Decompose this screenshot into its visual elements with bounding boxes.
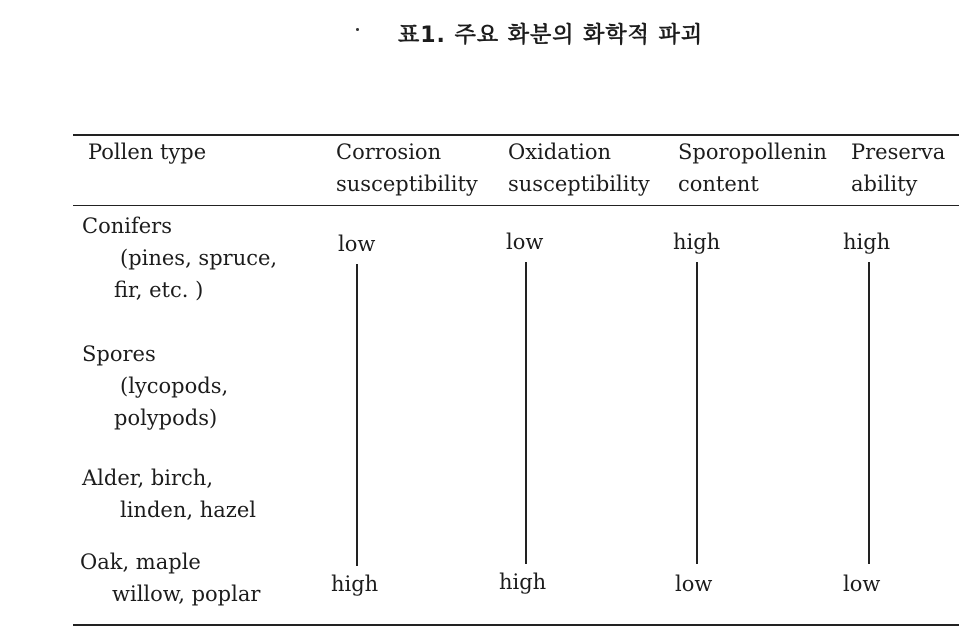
row-label-oak [80,546,260,610]
table-caption: 표1. 주요 화분의 화학적 파괴 [398,23,704,48]
header-corrosion-line2: susceptibility [336,172,478,196]
header-sporopollenin [678,136,827,200]
header-corrosion-line1: Corrosion [336,140,442,164]
header-sporopollenin-line2: content [678,172,759,196]
row-conifers-line3: fir, etc. ) [114,278,204,302]
sporopollenin-scale-line [696,262,698,564]
preservation-top-value: high [843,230,891,254]
sporopollenin-bottom-value: low [675,572,713,596]
row-label-spores [82,338,228,434]
header-corrosion [336,136,478,200]
table-bottom-rule [73,624,959,626]
row-label-alder [82,462,256,526]
row-conifers-line1: Conifers [82,214,172,238]
header-pollen-type-line1: Pollen type [88,140,207,164]
row-spores-line1: Spores [82,342,156,366]
row-spores-line2: (lycopods, [120,374,229,398]
row-spores-line3: polypods) [114,406,218,430]
header-oxidation [508,136,650,200]
header-oxidation-line2: susceptibility [508,172,650,196]
row-oak-line2: willow, poplar [112,582,261,606]
row-alder-line2: linden, hazel [120,498,256,522]
row-label-conifers [82,210,277,306]
row-conifers-line2: (pines, spruce, [120,246,278,270]
sporopollenin-top-value: high [673,230,721,254]
row-alder-line1: Alder, birch, [82,466,213,490]
header-sporopollenin-line1: Sporopollenin [678,140,827,164]
corrosion-scale-line [356,264,358,566]
oxidation-bottom-value: high [499,570,547,594]
corrosion-bottom-value: high [331,572,379,596]
corrosion-top-value: low [338,232,376,256]
header-oxidation-line1: Oxidation [508,140,612,164]
header-preservation-line2: ability [851,172,918,196]
oxidation-top-value: low [506,230,544,254]
header-preservation [851,136,945,200]
header-pollen-type [88,136,206,168]
table-header-rule [73,205,959,206]
preservation-bottom-value: low [843,572,881,596]
preservation-scale-line [868,262,870,564]
stray-dot [356,28,359,31]
row-oak-line1: Oak, maple [80,550,201,574]
oxidation-scale-line [525,262,527,564]
header-preservation-line1: Preserva [851,140,946,164]
